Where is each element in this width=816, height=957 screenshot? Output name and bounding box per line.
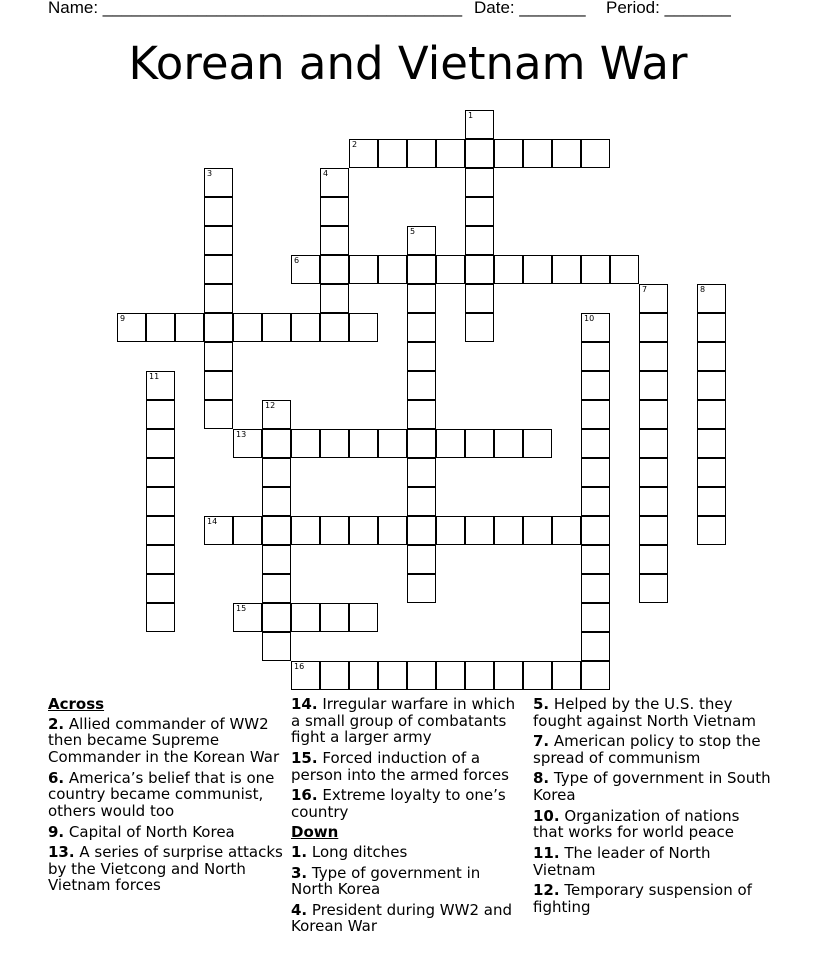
- clue-text: Long ditches: [307, 843, 408, 862]
- clue-number: 11: [149, 372, 160, 381]
- grid-cell[interactable]: [610, 255, 639, 284]
- grid-cell[interactable]: [407, 487, 436, 516]
- clue-number: 8: [700, 285, 706, 294]
- clue-item: [533, 808, 773, 841]
- grid-cell[interactable]: [639, 400, 668, 429]
- grid-cell[interactable]: [291, 429, 320, 458]
- clue-item: [291, 750, 523, 783]
- clue-number-label: 12.: [533, 881, 560, 900]
- grid-cell[interactable]: [436, 661, 465, 690]
- grid-cell[interactable]: [262, 429, 291, 458]
- clue-text: Allied commander of WW2 then became Supreme Commander in the Korean War: [48, 714, 280, 767]
- grid-cell[interactable]: [291, 661, 320, 690]
- grid-cell[interactable]: [146, 429, 175, 458]
- grid-cell[interactable]: [146, 603, 175, 632]
- clue-item: [291, 902, 523, 935]
- clue-text: American policy to stop the spread of communism: [533, 732, 761, 767]
- clue-number: 3: [207, 169, 213, 178]
- clue-text: Extreme loyalty to one’s country: [291, 786, 506, 821]
- clue-number-label: 9.: [48, 822, 65, 841]
- clue-number-label: 8.: [533, 769, 550, 788]
- grid-cell[interactable]: [204, 168, 233, 197]
- grid-cell[interactable]: [639, 429, 668, 458]
- clue-number-label: 16.: [291, 786, 318, 805]
- grid-cell[interactable]: [349, 429, 378, 458]
- grid-cell[interactable]: [697, 371, 726, 400]
- grid-cell[interactable]: [523, 255, 552, 284]
- across-clue-list: [48, 716, 284, 894]
- grid-cell[interactable]: [697, 429, 726, 458]
- puzzle-title: Korean and Vietnam War: [128, 37, 688, 90]
- grid-cell[interactable]: [262, 458, 291, 487]
- grid-cell[interactable]: [697, 284, 726, 313]
- period-field[interactable]: Period: _______: [606, 0, 731, 17]
- clue-number: 2: [352, 140, 358, 149]
- grid-cell[interactable]: [233, 516, 262, 545]
- clues-column-3: [533, 696, 773, 919]
- grid-cell[interactable]: [407, 226, 436, 255]
- grid-cell[interactable]: [320, 255, 349, 284]
- grid-cell[interactable]: [639, 545, 668, 574]
- grid-cell[interactable]: [117, 313, 146, 342]
- grid-cell[interactable]: [697, 458, 726, 487]
- clue-item: [291, 865, 523, 898]
- grid-cell[interactable]: [204, 284, 233, 313]
- grid-cell[interactable]: [204, 255, 233, 284]
- grid-cell[interactable]: [349, 603, 378, 632]
- across-heading: Across: [48, 695, 105, 713]
- clue-text: President during WW2 and Korean War: [291, 900, 512, 936]
- grid-cell[interactable]: [262, 516, 291, 545]
- grid-cell[interactable]: [523, 139, 552, 168]
- grid-cell[interactable]: [146, 313, 175, 342]
- clue-number: 9: [120, 314, 126, 323]
- clue-text: Irregular warfare in which a small group of combatants fight a larger army: [291, 695, 516, 747]
- grid-cell[interactable]: [523, 516, 552, 545]
- clue-text: America’s belief that is one country became communist, others would too: [48, 768, 275, 821]
- grid-cell[interactable]: [291, 516, 320, 545]
- clue-text: Temporary suspension of fighting: [533, 881, 752, 916]
- grid-cell[interactable]: [349, 516, 378, 545]
- grid-cell[interactable]: [697, 400, 726, 429]
- clue-item: [48, 824, 284, 841]
- clue-item: [48, 716, 284, 766]
- grid-cell[interactable]: [581, 400, 610, 429]
- grid-cell[interactable]: [639, 458, 668, 487]
- grid-cell[interactable]: [494, 661, 523, 690]
- grid-cell[interactable]: [581, 371, 610, 400]
- grid-cell[interactable]: [494, 139, 523, 168]
- grid-cell[interactable]: [697, 516, 726, 545]
- grid-cell[interactable]: [581, 545, 610, 574]
- grid-cell[interactable]: [639, 342, 668, 371]
- clue-number-label: 11.: [533, 843, 560, 862]
- grid-cell[interactable]: [436, 516, 465, 545]
- clue-item: [291, 696, 523, 746]
- grid-cell[interactable]: [349, 661, 378, 690]
- grid-cell[interactable]: [349, 255, 378, 284]
- grid-cell[interactable]: [378, 139, 407, 168]
- grid-cell[interactable]: [262, 400, 291, 429]
- clue-item: [291, 844, 523, 861]
- grid-cell[interactable]: [204, 371, 233, 400]
- grid-cell[interactable]: [407, 516, 436, 545]
- clue-text: Forced induction of a person into the armed forces: [291, 748, 509, 784]
- grid-cell[interactable]: [378, 255, 407, 284]
- grid-cell[interactable]: [639, 284, 668, 313]
- grid-cell[interactable]: [291, 255, 320, 284]
- grid-cell[interactable]: [320, 168, 349, 197]
- grid-cell[interactable]: [407, 255, 436, 284]
- grid-cell[interactable]: [581, 487, 610, 516]
- grid-cell[interactable]: [262, 313, 291, 342]
- grid-cell[interactable]: [320, 661, 349, 690]
- grid-cell[interactable]: [639, 371, 668, 400]
- grid-cell[interactable]: [146, 574, 175, 603]
- clues-column-1: [48, 696, 284, 898]
- grid-cell[interactable]: [494, 255, 523, 284]
- grid-cell[interactable]: [552, 139, 581, 168]
- grid-cell[interactable]: [465, 139, 494, 168]
- clue-item: [533, 770, 773, 803]
- down-clue-list-continued: [533, 696, 773, 915]
- grid-cell[interactable]: [494, 516, 523, 545]
- grid-cell[interactable]: [581, 574, 610, 603]
- clue-number-label: 15.: [291, 748, 318, 767]
- clue-text: A series of surprise attacks by the Vietcong and North Vietnam forces: [48, 843, 283, 895]
- clue-text: Capital of North Korea: [64, 822, 235, 841]
- grid-cell[interactable]: [146, 545, 175, 574]
- grid-cell[interactable]: [407, 429, 436, 458]
- clue-number-label: 5.: [533, 695, 550, 713]
- clue-number: 16: [294, 662, 305, 671]
- grid-cell[interactable]: [146, 487, 175, 516]
- grid-cell[interactable]: [407, 371, 436, 400]
- grid-cell[interactable]: [465, 284, 494, 313]
- clue-number: 13: [236, 430, 247, 439]
- clue-number-label: 3.: [291, 863, 308, 882]
- clue-number: 1: [468, 111, 474, 120]
- clue-item: [533, 845, 773, 878]
- grid-cell[interactable]: [465, 110, 494, 139]
- clue-text: Type of government in North Korea: [291, 863, 481, 899]
- grid-cell[interactable]: [465, 661, 494, 690]
- grid-cell[interactable]: [407, 342, 436, 371]
- grid-cell[interactable]: [407, 139, 436, 168]
- grid-cell[interactable]: [465, 168, 494, 197]
- clue-item: [48, 844, 284, 894]
- grid-cell[interactable]: [204, 342, 233, 371]
- clue-text: Type of government in South Korea: [533, 769, 771, 805]
- grid-cell[interactable]: [697, 342, 726, 371]
- clue-number: 4: [323, 169, 329, 178]
- grid-cell[interactable]: [262, 487, 291, 516]
- grid-cell[interactable]: [378, 516, 407, 545]
- grid-cell[interactable]: [552, 661, 581, 690]
- grid-cell[interactable]: [204, 516, 233, 545]
- grid-cell[interactable]: [204, 197, 233, 226]
- down-clue-list: [291, 844, 523, 935]
- grid-cell[interactable]: [581, 139, 610, 168]
- grid-cell[interactable]: [465, 313, 494, 342]
- grid-cell[interactable]: [204, 226, 233, 255]
- grid-cell[interactable]: [320, 603, 349, 632]
- grid-cell[interactable]: [175, 313, 204, 342]
- grid-cell[interactable]: [291, 603, 320, 632]
- grid-cell[interactable]: [407, 458, 436, 487]
- grid-cell[interactable]: [320, 284, 349, 313]
- grid-cell[interactable]: [407, 545, 436, 574]
- grid-cell[interactable]: [349, 313, 378, 342]
- grid-cell[interactable]: [465, 197, 494, 226]
- grid-cell[interactable]: [465, 226, 494, 255]
- clue-number-label: 4.: [291, 900, 308, 919]
- grid-cell[interactable]: [639, 313, 668, 342]
- grid-cell[interactable]: [523, 429, 552, 458]
- down-heading: Down: [291, 823, 339, 842]
- worksheet-header: [0, 0, 816, 20]
- grid-cell[interactable]: [233, 313, 262, 342]
- clue-number: 14: [207, 517, 218, 526]
- grid-cell[interactable]: [320, 313, 349, 342]
- grid-cell[interactable]: [262, 632, 291, 661]
- clue-text: Organization of nations that works for world peace: [533, 806, 740, 842]
- grid-cell[interactable]: [146, 371, 175, 400]
- grid-cell[interactable]: [581, 429, 610, 458]
- grid-cell[interactable]: [552, 255, 581, 284]
- grid-cell[interactable]: [581, 516, 610, 545]
- grid-cell[interactable]: [407, 313, 436, 342]
- clue-number: 12: [265, 401, 276, 410]
- grid-cell[interactable]: [639, 487, 668, 516]
- grid-cell[interactable]: [262, 603, 291, 632]
- grid-cell[interactable]: [146, 516, 175, 545]
- clue-number-label: 7.: [533, 732, 550, 751]
- grid-cell[interactable]: [320, 197, 349, 226]
- grid-cell[interactable]: [581, 603, 610, 632]
- grid-cell[interactable]: [262, 574, 291, 603]
- clue-text: Helped by the U.S. they fought against North Vietnam: [533, 695, 756, 730]
- grid-cell[interactable]: [581, 632, 610, 661]
- grid-cell[interactable]: [639, 574, 668, 603]
- clue-item: [533, 696, 773, 729]
- clue-number-label: 2.: [48, 714, 65, 733]
- clue-number: 5: [410, 227, 416, 236]
- clue-number-label: 6.: [48, 768, 65, 787]
- grid-cell[interactable]: [349, 139, 378, 168]
- grid-cell[interactable]: [465, 516, 494, 545]
- grid-cell[interactable]: [204, 400, 233, 429]
- grid-cell[interactable]: [204, 313, 233, 342]
- grid-cell[interactable]: [407, 574, 436, 603]
- clues-column-2: [291, 696, 523, 939]
- clue-item: [48, 770, 284, 820]
- grid-cell[interactable]: [465, 255, 494, 284]
- grid-cell[interactable]: [581, 661, 610, 690]
- clue-item: [533, 882, 773, 915]
- clue-item: [533, 733, 773, 766]
- grid-cell[interactable]: [436, 255, 465, 284]
- grid-cell[interactable]: [697, 313, 726, 342]
- date-field[interactable]: Date: _______: [474, 0, 586, 17]
- across-clue-list-continued: [291, 696, 523, 821]
- clue-number: 7: [642, 285, 648, 294]
- grid-cell[interactable]: [407, 661, 436, 690]
- grid-cell[interactable]: [233, 603, 262, 632]
- grid-cell[interactable]: [233, 429, 262, 458]
- grid-cell[interactable]: [465, 429, 494, 458]
- grid-cell[interactable]: [581, 458, 610, 487]
- grid-cell[interactable]: [581, 342, 610, 371]
- clue-number-label: 13.: [48, 843, 75, 862]
- grid-cell[interactable]: [581, 255, 610, 284]
- clue-text: The leader of North Vietnam: [533, 843, 711, 879]
- grid-cell[interactable]: [407, 400, 436, 429]
- grid-cell[interactable]: [262, 545, 291, 574]
- clue-number: 15: [236, 604, 247, 613]
- grid-cell[interactable]: [436, 139, 465, 168]
- grid-cell[interactable]: [378, 661, 407, 690]
- grid-cell[interactable]: [581, 313, 610, 342]
- grid-cell[interactable]: [291, 313, 320, 342]
- grid-cell[interactable]: [320, 226, 349, 255]
- grid-cell[interactable]: [523, 661, 552, 690]
- grid-cell[interactable]: [320, 516, 349, 545]
- grid-cell[interactable]: [146, 400, 175, 429]
- clue-number-label: 1.: [291, 843, 308, 862]
- clue-number: 10: [584, 314, 595, 323]
- grid-cell[interactable]: [146, 458, 175, 487]
- clue-item: [291, 787, 523, 820]
- name-field[interactable]: Name: ______________________________________: [48, 0, 463, 17]
- clue-number: 6: [294, 256, 300, 265]
- grid-cell[interactable]: [639, 516, 668, 545]
- grid-cell[interactable]: [320, 429, 349, 458]
- clue-number-label: 10.: [533, 806, 560, 825]
- grid-cell[interactable]: [378, 429, 407, 458]
- clue-number-label: 14.: [291, 695, 318, 713]
- grid-cell[interactable]: [494, 429, 523, 458]
- grid-cell[interactable]: [436, 429, 465, 458]
- grid-cell[interactable]: [697, 487, 726, 516]
- grid-cell[interactable]: [552, 516, 581, 545]
- grid-cell[interactable]: [407, 284, 436, 313]
